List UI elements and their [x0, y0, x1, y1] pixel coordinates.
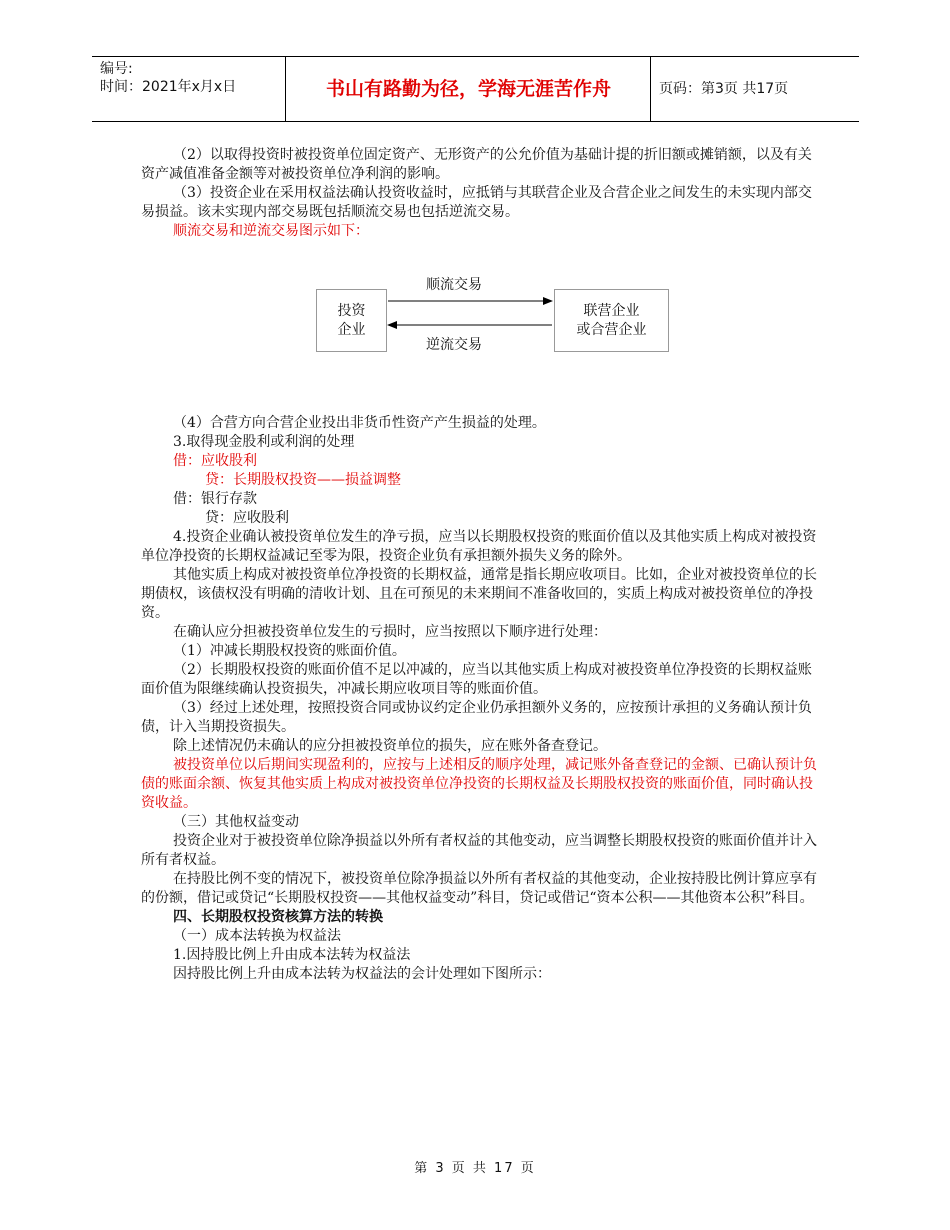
paragraph: 在持股比例不变的情况下，被投资单位除净损益以外所有者权益的其他变动，企业按持股比例计算应享有的份额，借记或贷记“长期股权投资——其他权益变动”科目，贷记或借记“资本公积——其他资本公积”科目。 [141, 871, 817, 906]
associate-box-line1: 联营企业 [583, 302, 640, 319]
header-page-info: 页码：第3页 共17页 [659, 81, 789, 97]
list-item: （1）冲减长期股权投资的账面价值。 [173, 643, 406, 659]
associate-box [554, 289, 669, 352]
paragraph: 4.投资企业确认被投资单位发生的净亏损，应当以长期股权投资的账面价值以及其他实质上构成对被投资单位净投资的长期权益减记至零为限，投资企业负有承担额外损失义务的除外。 [141, 529, 817, 564]
paragraph: （3）投资企业在采用权益法确认投资收益时，应抵销与其联营企业及合营企业之间发生的未实现内部交易损益。该未实现内部交易既包括顺流交易也包括逆流交易。 [141, 185, 812, 220]
header-divider-left [285, 56, 286, 122]
upstream-arrowhead-icon [387, 321, 397, 329]
page-footer: 第 3 页 共 17 页 [414, 1161, 536, 1176]
document-number-label: 编号: [100, 61, 133, 77]
list-item: （3）经过上述处理，按照投资合同或协议约定企业仍承担额外义务的，应按预计承担的义务确认预计负债，计入当期投资损失。 [141, 700, 812, 735]
list-item: （2）长期股权投资的账面价值不足以冲减的，应当以其他实质上构成对被投资单位净投资的长期权益账面价值为限继续确认投资损失，冲减长期应收项目等的账面价值。 [141, 662, 812, 697]
paragraph: 因持股比例上升由成本法转为权益法的会计处理如下图所示： [173, 966, 551, 982]
paragraph: 投资企业对于被投资单位除净损益以外所有者权益的其他变动，应当调整长期股权投资的账面价值并计入所有者权益。 [141, 833, 817, 868]
paragraph: （2）以取得投资时被投资单位固定资产、无形资产的公允价值为基础计提的折旧额或摊销额，以及有关资产减值准备金额等对被投资单位净利润的影响。 [141, 147, 812, 182]
section-heading: （三）其他权益变动 [173, 814, 299, 830]
paragraph: （4）合营方向合营企业投出非货币性资产产生损益的处理。 [173, 415, 546, 431]
header-top-rule [92, 56, 859, 57]
section-heading: （一）成本法转换为权益法 [173, 928, 341, 944]
journal-debit: 借：应收股利 [173, 453, 257, 469]
paragraph: 其他实质上构成对被投资单位净投资的长期权益，通常是指长期应收项目。比如，企业对被投资单位的长期债权，该债权没有明确的清收计划、且在可预见的未来期间不准备收回的，实质上构成对被投资单位的净投资。 [141, 567, 817, 621]
upstream-label: 逆流交易 [426, 337, 482, 353]
investor-box-line1: 投资 [337, 302, 366, 319]
investor-box-line2: 企业 [337, 321, 366, 338]
header-divider-right [650, 56, 651, 122]
downstream-arrowhead-icon [543, 297, 553, 305]
document-time: 时间：2021年x月x日 [100, 79, 237, 95]
chapter-heading: 四、长期股权投资核算方法的转换 [173, 909, 383, 925]
header-bottom-rule [92, 121, 859, 122]
downstream-label: 顺流交易 [426, 277, 482, 293]
investor-box [316, 289, 387, 352]
header-motto: 书山有路勤为径，学海无涯苦作舟 [325, 78, 611, 100]
journal-credit: 贷：应收股利 [205, 510, 289, 526]
section-heading: 1.因持股比例上升由成本法转为权益法 [173, 947, 411, 963]
journal-credit: 贷：长期股权投资——损益调整 [205, 472, 401, 488]
paragraph: 在确认应分担被投资单位发生的亏损时，应当按照以下顺序进行处理： [173, 624, 607, 640]
body-section-main [141, 414, 821, 984]
diagram-arrows [386, 292, 554, 332]
header-meta [100, 60, 236, 96]
associate-box-line2: 或合营企业 [576, 321, 647, 338]
diagram-intro: 顺流交易和逆流交易图示如下： [173, 223, 369, 239]
body-section-top [141, 146, 821, 241]
section-heading: 3.取得现金股利或利润的处理 [173, 434, 355, 450]
paragraph: 除上述情况仍未确认的应分担被投资单位的损失，应在账外备查登记。 [173, 738, 607, 754]
highlighted-paragraph: 被投资单位以后期间实现盈利的，应按与上述相反的顺序处理，减记账外备查登记的金额、已确认预计负债的账面余额、恢复其他实质上构成对被投资单位净投资的长期权益及长期股权投资的账面价值，同时确认投资收益。 [141, 757, 817, 811]
journal-debit: 借：银行存款 [173, 491, 257, 507]
